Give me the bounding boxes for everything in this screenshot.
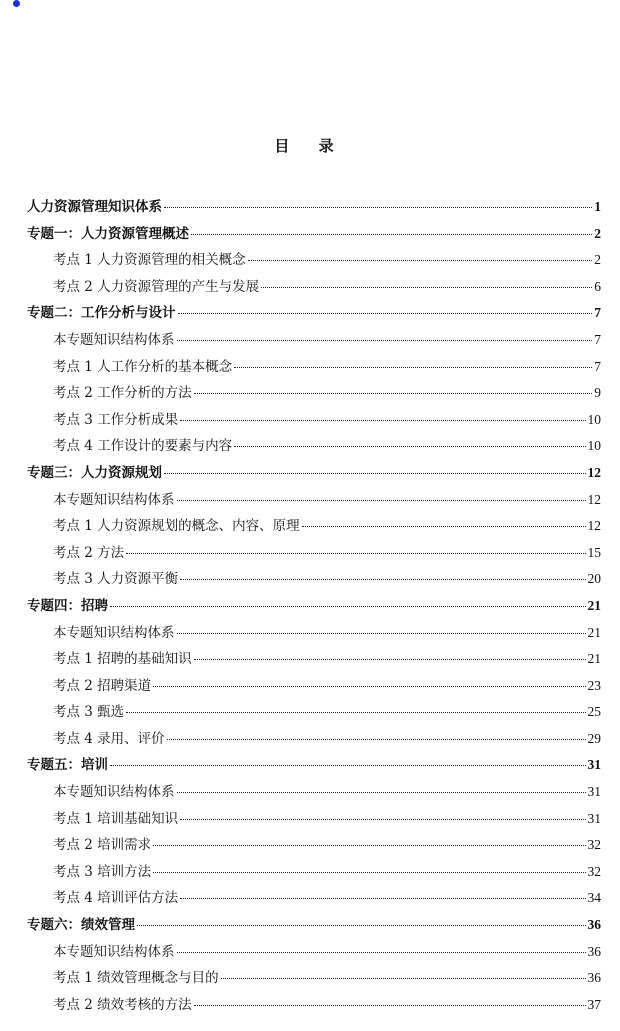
toc-dot-leader [153, 845, 585, 846]
toc-entry-page-number: 7 [594, 305, 601, 321]
toc-entry-page-number: 6 [594, 278, 601, 294]
toc-section-entry[interactable] [27, 247, 601, 274]
toc-dot-leader [302, 526, 586, 527]
toc-section-entry[interactable] [27, 327, 601, 354]
toc-section-entry[interactable] [27, 354, 601, 381]
toc-entry-page-number: 12 [587, 518, 601, 534]
toc-dot-leader [191, 234, 592, 235]
toc-entry-label: 专题三：人力资源规划 [27, 464, 162, 481]
toc-entry-label: 考点 3 培训方法 [53, 863, 152, 880]
toc-dot-leader [110, 606, 586, 607]
toc-dot-leader [167, 739, 586, 740]
toc-dot-leader [180, 819, 585, 820]
toc-section-entry[interactable] [27, 407, 601, 434]
toc-entry-label: 考点 3 工作分析成果 [53, 411, 179, 428]
toc-dot-leader [177, 952, 586, 953]
toc-entry-page-number: 23 [587, 677, 601, 693]
toc-dot-leader [194, 1005, 586, 1006]
toc-entry-label: 考点 4 工作设计的要素与内容 [53, 438, 233, 455]
toc-entry-label: 考点 1 人力资源规划的概念、内容、原理 [53, 518, 300, 535]
toc-section-entry[interactable] [27, 859, 601, 886]
toc-entry-page-number: 9 [594, 385, 601, 401]
toc-entry-page-number: 21 [587, 651, 601, 667]
toc-entry-label: 考点 3 甄选 [53, 704, 125, 721]
toc-section-entry[interactable] [27, 885, 601, 912]
toc-entry-label: 本专题知识结构体系 [53, 943, 175, 960]
toc-dot-leader [194, 393, 593, 394]
toc-entry-label: 考点 2 人力资源管理的产生与发展 [53, 278, 260, 295]
toc-dot-leader [164, 473, 586, 474]
toc-section-entry[interactable] [27, 673, 601, 700]
toc-dot-leader [234, 446, 585, 447]
toc-entry-page-number: 12 [587, 491, 601, 507]
toc-section-entry[interactable] [27, 646, 601, 673]
toc-entry-page-number: 2 [594, 252, 601, 268]
toc-section-entry[interactable] [27, 380, 601, 407]
toc-dot-leader [137, 925, 586, 926]
toc-chapter-entry[interactable] [27, 912, 601, 939]
toc-section-entry[interactable] [27, 513, 601, 540]
table-of-contents [27, 194, 601, 1018]
toc-entry-page-number: 21 [587, 624, 601, 640]
toc-entry-page-number: 31 [587, 810, 601, 826]
toc-section-entry[interactable] [27, 832, 601, 859]
toc-chapter-entry[interactable] [27, 593, 601, 620]
toc-entry-label: 本专题知识结构体系 [53, 331, 175, 348]
toc-section-entry[interactable] [27, 992, 601, 1019]
toc-entry-page-number: 7 [594, 358, 601, 374]
toc-entry-label: 专题四：招聘 [27, 597, 108, 614]
toc-section-entry[interactable] [27, 566, 601, 593]
toc-section-entry[interactable] [27, 806, 601, 833]
toc-entry-page-number: 10 [587, 411, 601, 427]
toc-dot-leader [153, 872, 585, 873]
toc-entry-label: 考点 1 培训基础知识 [53, 810, 179, 827]
toc-entry-page-number: 31 [587, 784, 601, 800]
toc-dot-leader [153, 686, 585, 687]
toc-entry-label: 考点 2 工作分析的方法 [53, 385, 192, 402]
toc-entry-page-number: 32 [587, 863, 601, 879]
marker-dot [13, 0, 20, 7]
toc-entry-label: 考点 4 培训评估方法 [53, 890, 179, 907]
toc-entry-page-number: 36 [587, 917, 601, 933]
toc-dot-leader [261, 287, 592, 288]
toc-entry-page-number: 21 [587, 597, 601, 613]
toc-dot-leader [180, 420, 585, 421]
toc-chapter-entry[interactable] [27, 300, 601, 327]
toc-entry-label: 专题六：绩效管理 [27, 917, 135, 934]
toc-chapter-entry[interactable] [27, 194, 601, 221]
toc-entry-page-number: 37 [587, 996, 601, 1012]
toc-chapter-entry[interactable] [27, 752, 601, 779]
page-title: 目 录 [274, 137, 346, 155]
toc-section-entry[interactable] [27, 939, 601, 966]
toc-entry-label: 考点 2 绩效考核的方法 [53, 996, 192, 1013]
toc-dot-leader [164, 207, 592, 208]
toc-entry-page-number: 34 [587, 890, 601, 906]
toc-entry-label: 考点 2 招聘渠道 [53, 677, 152, 694]
toc-dot-leader [194, 659, 586, 660]
toc-dot-leader [178, 313, 593, 314]
toc-dot-leader [180, 898, 585, 899]
toc-entry-page-number: 2 [594, 225, 601, 241]
toc-section-entry[interactable] [27, 699, 601, 726]
toc-chapter-entry[interactable] [27, 460, 601, 487]
toc-entry-label: 本专题知识结构体系 [53, 624, 175, 641]
toc-section-entry[interactable] [27, 433, 601, 460]
toc-entry-label: 考点 1 招聘的基础知识 [53, 651, 192, 668]
toc-entry-label: 考点 4 录用、评价 [53, 730, 165, 747]
toc-entry-label: 考点 2 培训需求 [53, 837, 152, 854]
toc-section-entry[interactable] [27, 620, 601, 647]
toc-dot-leader [248, 260, 593, 261]
toc-entry-page-number: 25 [587, 704, 601, 720]
toc-entry-page-number: 36 [587, 943, 601, 959]
toc-entry-label: 考点 3 人力资源平衡 [53, 571, 179, 588]
toc-section-entry[interactable] [27, 779, 601, 806]
toc-entry-label: 专题二：工作分析与设计 [27, 305, 176, 322]
toc-entry-label: 专题一：人力资源管理概述 [27, 225, 189, 242]
toc-dot-leader [177, 500, 586, 501]
toc-entry-page-number: 32 [587, 837, 601, 853]
toc-entry-page-number: 7 [594, 331, 601, 347]
toc-section-entry[interactable] [27, 487, 601, 514]
toc-section-entry[interactable] [27, 726, 601, 753]
toc-entry-label: 考点 2 方法 [53, 544, 125, 561]
toc-entry-label: 考点 1 绩效管理概念与目的 [53, 970, 219, 987]
toc-entry-label: 本专题知识结构体系 [53, 491, 175, 508]
toc-dot-leader [110, 765, 586, 766]
toc-dot-leader [177, 340, 593, 341]
toc-entry-label: 人力资源管理知识体系 [27, 199, 162, 215]
toc-entry-page-number: 29 [587, 730, 601, 746]
toc-dot-leader [177, 792, 586, 793]
toc-entry-label: 本专题知识结构体系 [53, 784, 175, 801]
toc-chapter-entry[interactable] [27, 221, 601, 248]
toc-dot-leader [180, 579, 585, 580]
toc-entry-label: 专题五：培训 [27, 757, 108, 774]
toc-entry-label: 考点 1 人工作分析的基本概念 [53, 358, 233, 375]
toc-entry-page-number: 31 [587, 757, 601, 773]
toc-dot-leader [221, 978, 586, 979]
toc-entry-page-number: 20 [587, 571, 601, 587]
toc-entry-page-number: 1 [594, 199, 601, 214]
toc-entry-label: 考点 1 人力资源管理的相关概念 [53, 252, 246, 269]
toc-entry-page-number: 15 [587, 544, 601, 560]
toc-dot-leader [126, 712, 585, 713]
toc-entry-page-number: 10 [587, 438, 601, 454]
toc-dot-leader [234, 367, 592, 368]
toc-entry-page-number: 12 [587, 464, 601, 480]
toc-dot-leader [177, 633, 586, 634]
toc-dot-leader [126, 553, 585, 554]
toc-section-entry[interactable] [27, 274, 601, 301]
toc-section-entry[interactable] [27, 540, 601, 567]
toc-entry-page-number: 36 [587, 970, 601, 986]
toc-section-entry[interactable] [27, 965, 601, 992]
